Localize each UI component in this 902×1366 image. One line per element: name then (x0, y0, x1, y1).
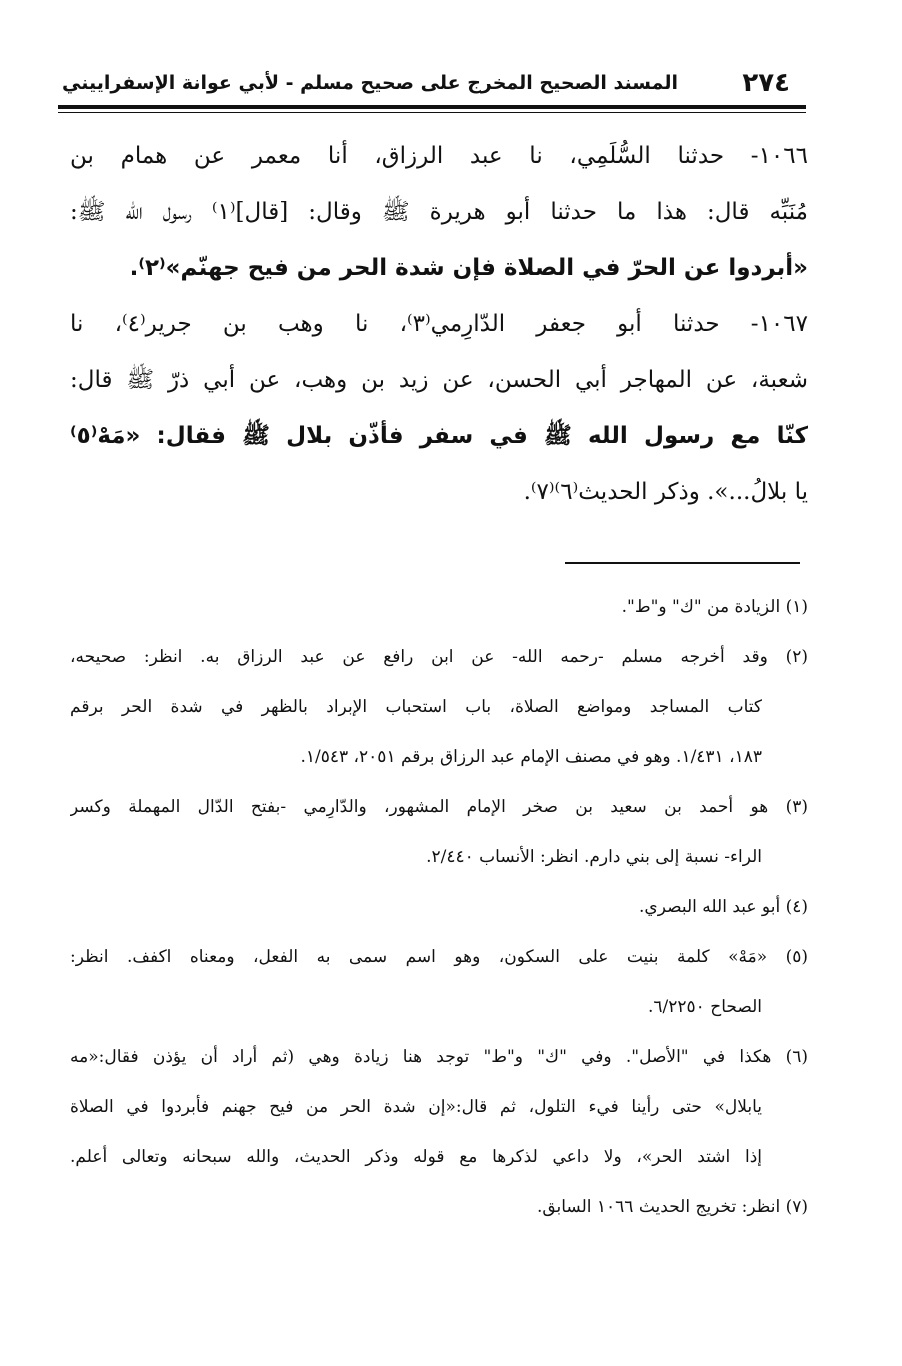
hadith-1066-line-1: ١٠٦٦- حدثنا السُّلَمِي، نا عبد الرزاق، أنا معمر عن همام بن (70, 143, 808, 169)
hadith-1067-line-3: كنّا مع رسول الله ﷺ في سفر فأذّن بلال ﷺ فقال: «مَهْ⁽٥⁾ (70, 423, 808, 449)
book-title: المسند الصحيح المخرج على صحيح مسلم - لأبي عوانة الإسفراييني (62, 72, 678, 94)
footnote-6-line-3: إذا اشتد الحر»، ولا داعي لذكرها مع قوله وذكر الحديث، والله سبحانه وتعالى أعلم. (70, 1147, 762, 1167)
footnote-4: (٤) أبو عبد الله البصري. (639, 897, 808, 917)
header-rule-thin (58, 112, 806, 113)
footnote-2-line-3: ١٨٣، ١/٤٣١. وهو في مصنف الإمام عبد الرزاق برقم ٢٠٥١، ١/٥٤٣. (300, 747, 762, 767)
main-text (70, 128, 808, 520)
hadith-1067-line-2: شعبة، عن المهاجر أبي الحسن، عن زيد بن وهب، عن أبي ذرّ ﷺ قال: (70, 367, 808, 393)
footnote-5-line-1: (٥) «مَهْ» كلمة بنيت على السكون، وهو اسم سمى به الفعل، ومعناه اكفف. انظر: (70, 947, 808, 967)
footnote-separator (565, 562, 800, 564)
footnote-7: (٧) انظر: تخريج الحديث ١٠٦٦ السابق. (536, 1197, 808, 1217)
hadith-1067-line-1: ١٠٦٧- حدثنا أبو جعفر الدّارِمي⁽٣⁾، نا وهب بن جرير⁽٤⁾، نا (70, 311, 808, 337)
header-rule-thick (58, 105, 806, 109)
footnote-2-line-1: (٢) وقد أخرجه مسلم -رحمه الله- عن ابن رافع عن عبد الرزاق به. انظر: صحيحه، (70, 647, 808, 667)
footnote-5-line-2: الصحاح ٦/٢٢٥٠. (648, 997, 762, 1017)
page-number: ٢٧٤ (742, 68, 790, 98)
footnote-2-line-2: كتاب المساجد ومواضع الصلاة، باب استحباب الإبراد بالظهر في شدة الحر برقم (70, 697, 762, 717)
footnote-1: (١) الزيادة من "ك" و"ط". (621, 597, 808, 617)
footnotes (70, 582, 808, 1232)
footnote-6-line-1: (٦) هكذا في "الأصل". وفي "ك" و"ط" توجد هنا زيادة وهي (ثم أراد أن يؤذن فقال:«مه (70, 1047, 808, 1067)
footnote-6-line-2: يابلال» حتى رأينا فيء التلول، ثم قال:«إن شدة الحر من فيح جهنم فأبردوا في الصلاة (70, 1097, 762, 1117)
hadith-1066-line-3: «أبردوا عن الحرّ في الصلاة فإن شدة الحر من فيح جهنّم»⁽٢⁾. (129, 255, 808, 281)
hadith-1066-line-2: مُنَبِّه قال: هذا ما حدثنا أبو هريرة ﷺ وقال: [قال]⁽١⁾ رسول الله ﷺ: (70, 199, 808, 225)
running-header (58, 62, 806, 106)
hadith-1067-line-4: يا بلالُ...». وذكر الحديث⁽٦⁾⁽٧⁾. (523, 479, 808, 505)
footnote-3-line-1: (٣) هو أحمد بن سعيد بن صخر الإمام المشهور، والدّارِمي -بفتح الدّال المهملة وكسر (70, 797, 808, 817)
footnote-3-line-2: الراء- نسبة إلى بني دارم. انظر: الأنساب ٢/٤٤٠. (426, 847, 762, 867)
